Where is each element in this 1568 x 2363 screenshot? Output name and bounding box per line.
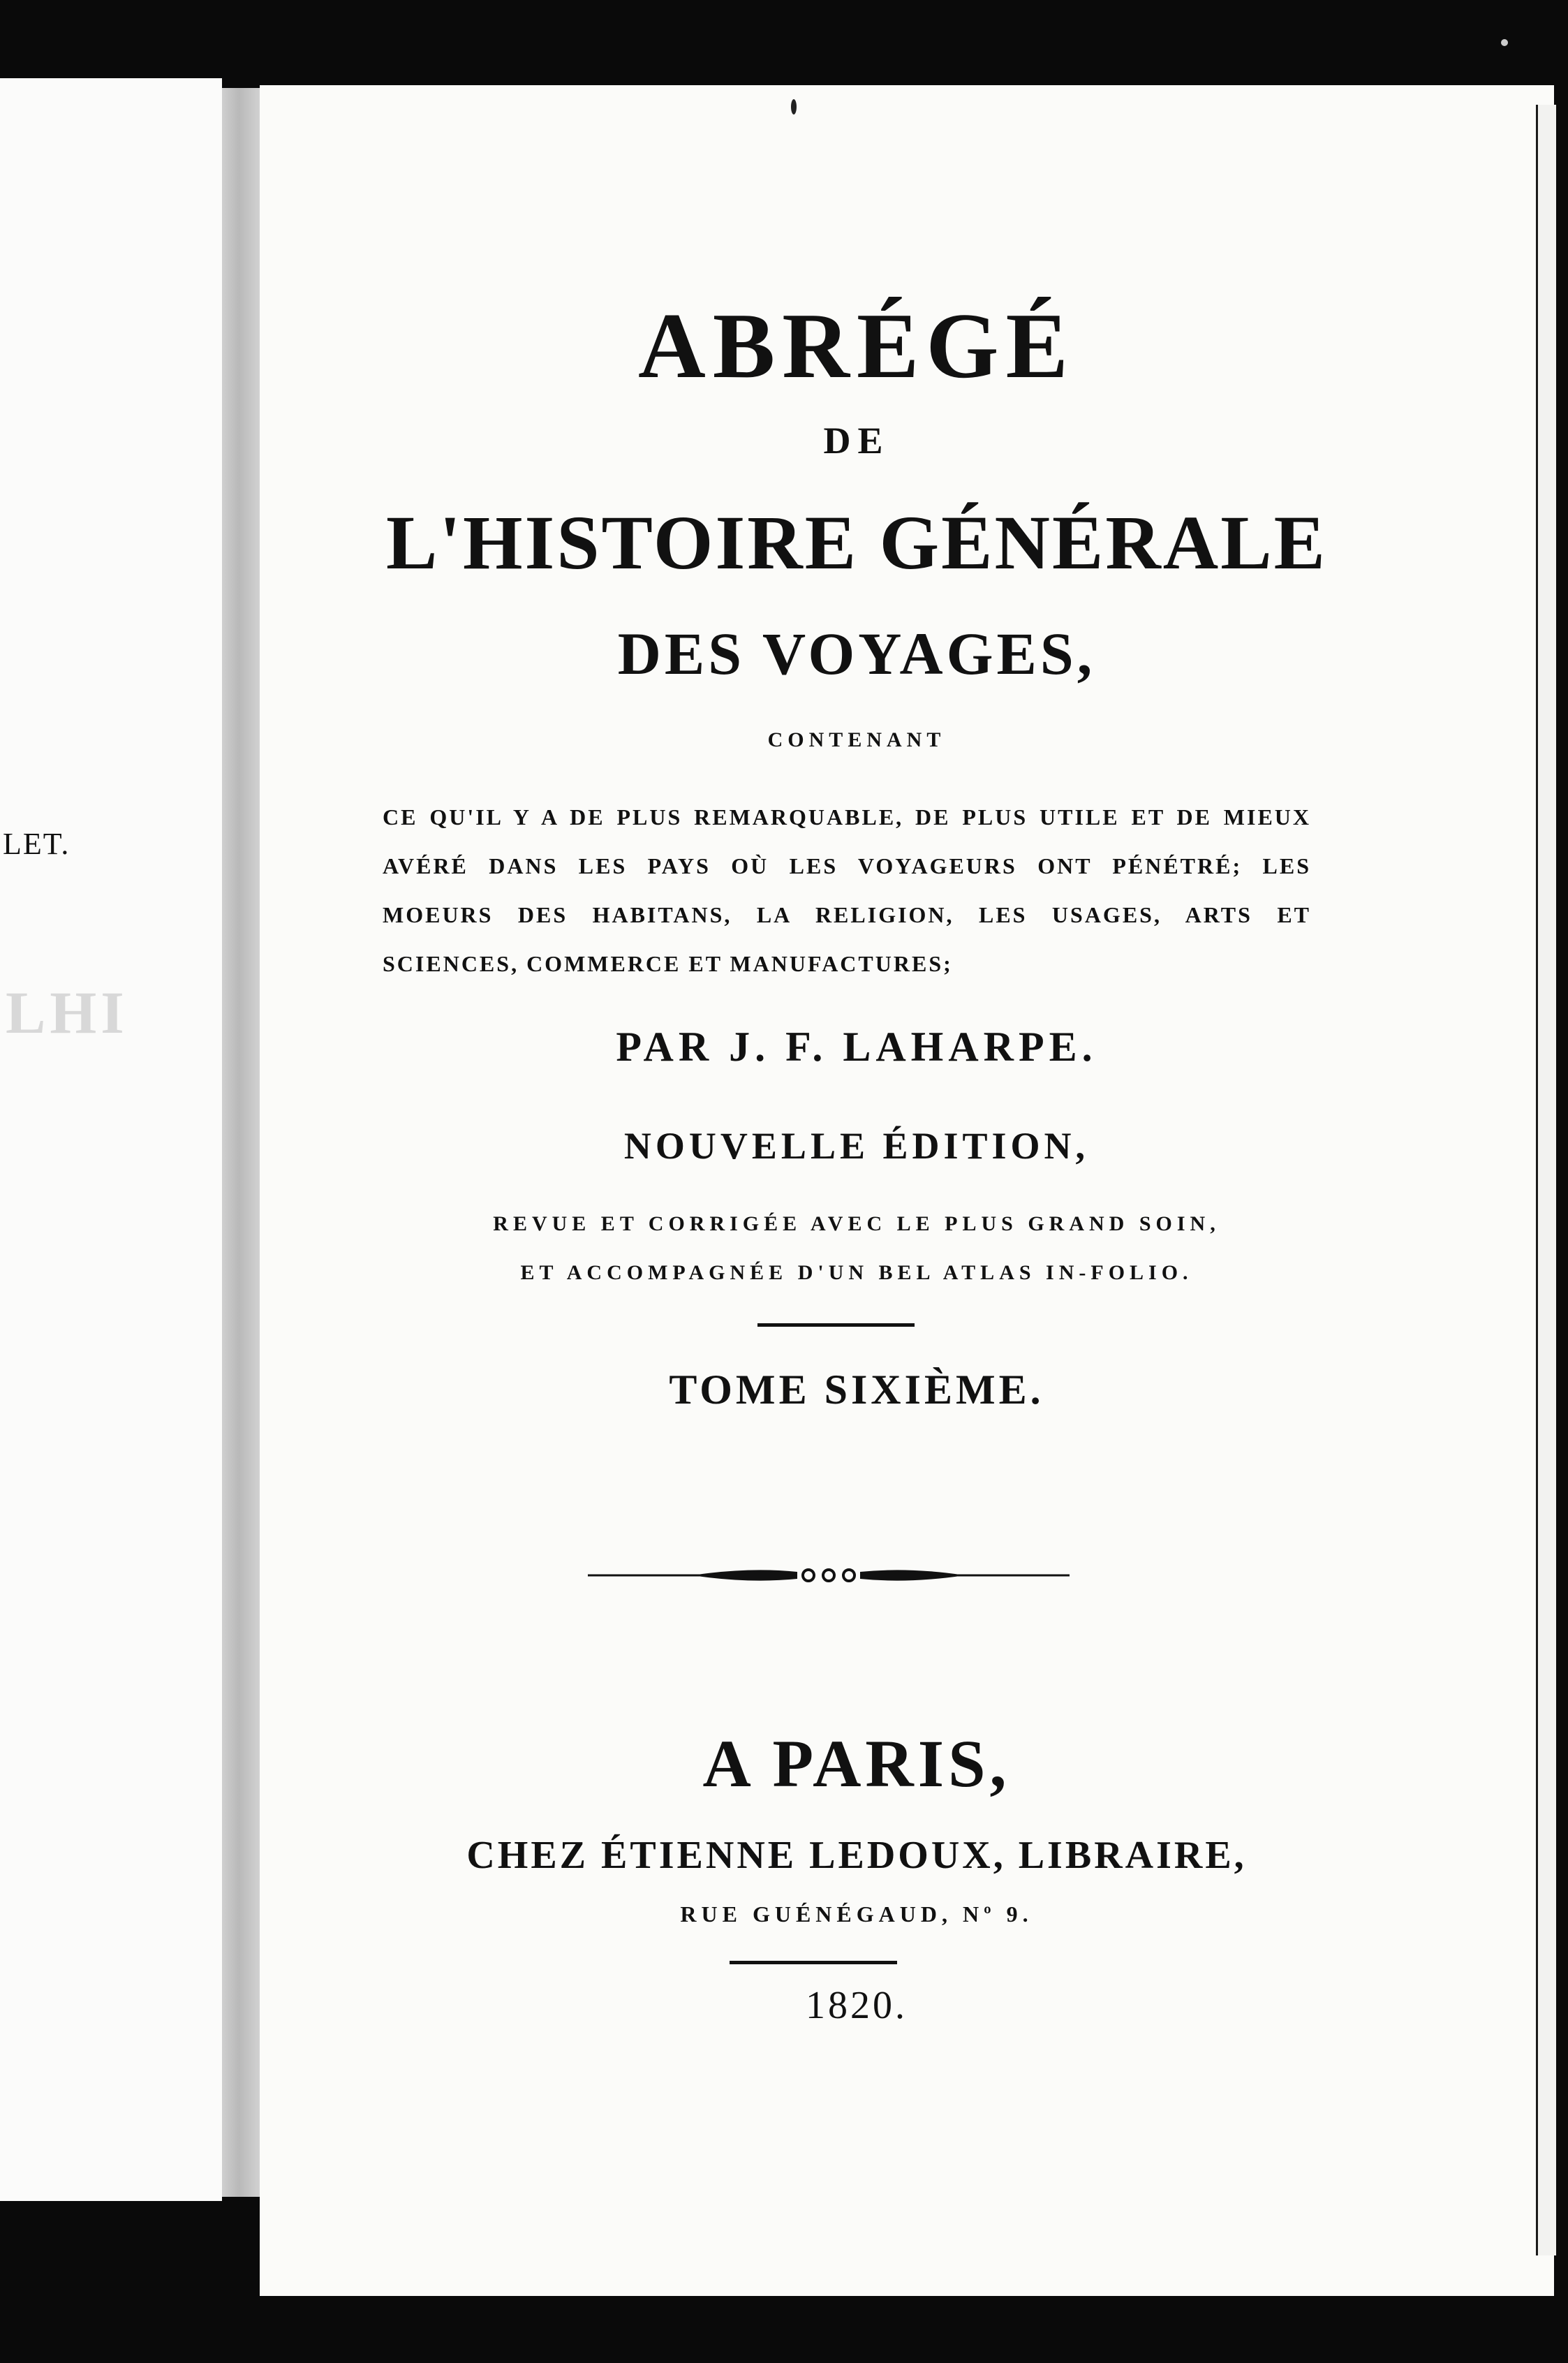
revision-line-2: ET ACCOMPAGNÉE D'UN BEL ATLAS IN-FOLIO. (520, 1261, 1193, 1284)
book-gutter (222, 88, 264, 2197)
contenant-label: CONTENANT (767, 728, 946, 751)
scan-speck (1501, 39, 1508, 46)
page-edge (1536, 105, 1556, 2255)
author-line: PAR J. F. LAHARPE. (616, 1024, 1097, 1070)
title-histoire: L'HISTOIRE GÉNÉRALE (386, 500, 1327, 585)
left-page-text-fragment: LET. (3, 827, 71, 861)
description-paragraph: CE QU'IL Y A DE PLUS REMARQUABLE, DE PLUS UTILE ET DE MIEUX AVÉRÉ DANS LES PAYS OÙ LES VOYAGEURS ONT PÉNÉTRÉ; LES MOEURS DES HABITANS, LA RELIGION, LES USAGES, ARTS ET SCIENCES, COMMERCE ET MANUFACTURES; (383, 804, 1311, 976)
volume-line: TOME SIXIÈME. (669, 1367, 1044, 1413)
revision-line-1: REVUE ET CORRIGÉE AVEC LE PLUS GRAND SOIN, (493, 1212, 1220, 1235)
book-title: ABRÉGÉ (638, 294, 1075, 397)
publication-year: 1820. (806, 1984, 908, 2027)
title-de: DE (823, 420, 890, 462)
title-voyages: DES VOYAGES, (617, 620, 1096, 687)
left-page-bleed-through-fragment: LHI (6, 979, 128, 1046)
short-rule-top (757, 1323, 915, 1327)
revision-note (260, 1200, 1454, 1297)
edition-line: NOUVELLE ÉDITION, (623, 1125, 1090, 1167)
ink-speck (791, 99, 797, 115)
title-page (260, 85, 1554, 2296)
short-rule-bottom (730, 1961, 897, 1964)
ornamental-divider (588, 1563, 1070, 1588)
left-page (0, 78, 222, 2201)
imprint-publisher: CHEZ ÉTIENNE LEDOUX, LIBRAIRE, (466, 1834, 1247, 1877)
imprint-city: A PARIS, (702, 1726, 1011, 1801)
imprint-address: RUE GUÉNÉGAUD, Nº 9. (680, 1901, 1033, 1927)
